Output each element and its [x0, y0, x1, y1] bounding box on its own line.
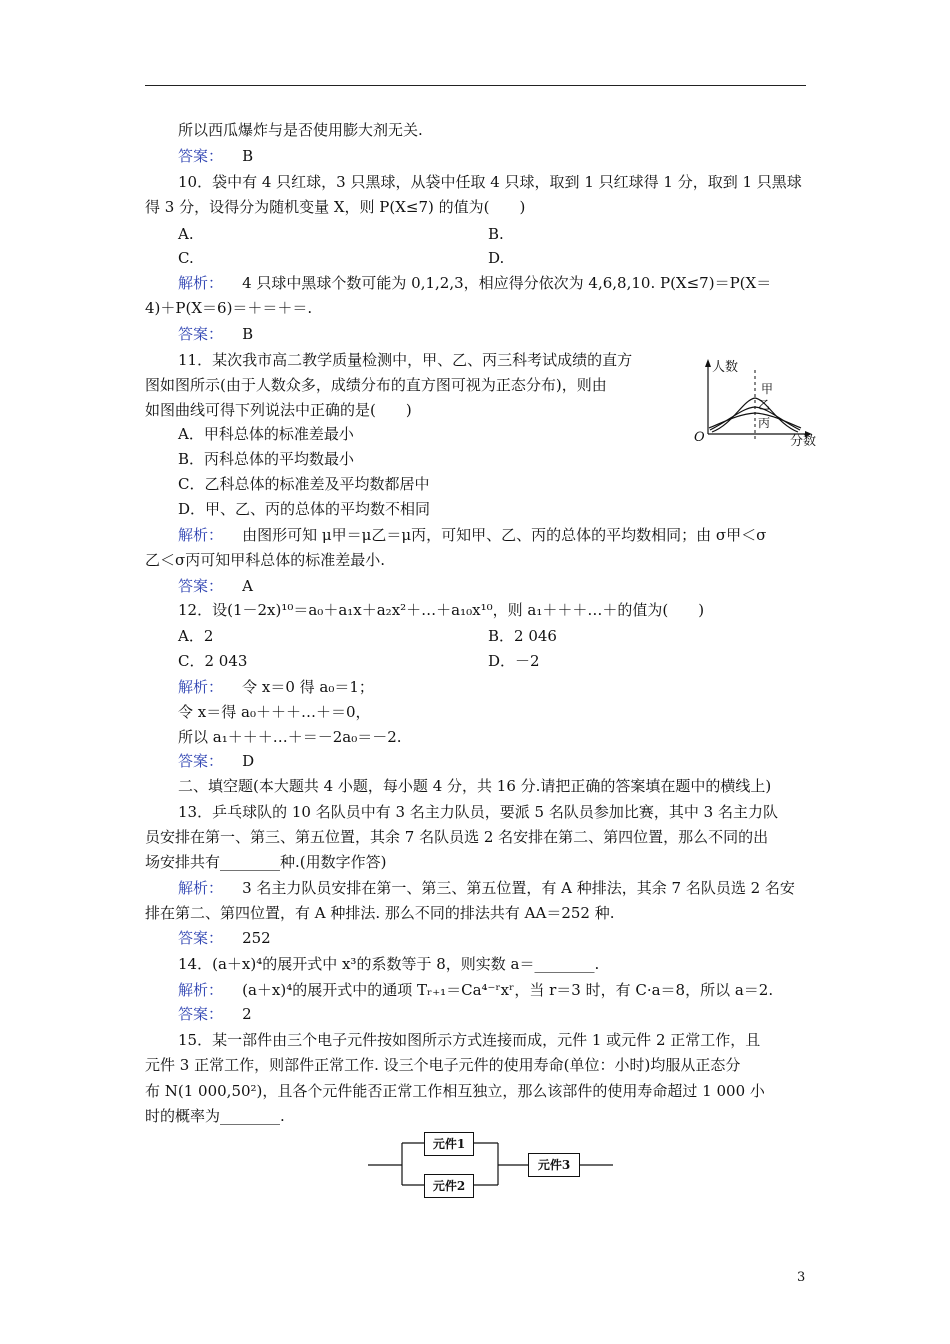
- answer-10: [178, 324, 253, 344]
- option-c: C．乙科总体的标准差及平均数都居中: [178, 475, 430, 493]
- option-a: A．2: [178, 627, 214, 645]
- explanation-13-line-1: [178, 878, 795, 898]
- explanation-label: 解析：: [178, 274, 224, 292]
- option-a: A.: [178, 225, 194, 243]
- explanation-11-line-2: 乙＜σ丙可知甲科总体的标准差最小.: [145, 551, 386, 569]
- answer-label: 答案：: [178, 929, 224, 947]
- explanation-text: 3 名主力队员安排在第一、第三、第五位置，有 A 种排法，其余 7 名队员选 2 名安: [242, 879, 795, 897]
- question-13-line-2: 员安排在第一、第三、第五位置，其余 7 名队员选 2 名安排在第二、第四位置，那么不同的出: [145, 828, 769, 846]
- answer-value: D: [242, 752, 255, 770]
- explanation-text: 4 只球中黑球个数可能为 0,1,2,3，相应得分依次为 4,6,8,10. P(X≤7)＝P(X＝: [242, 274, 772, 292]
- y-axis-arrow-icon: [705, 359, 711, 367]
- question-10-line-1: 10．袋中有 4 只红球，3 只黑球，从袋中任取 4 只球，取到 1 只红球得 1 分，取到 1 只黑球: [178, 173, 802, 191]
- question-11-line-2: 图如图所示(由于人数众多，成绩分布的直方图可视为正态分布)，则由: [145, 376, 607, 394]
- answer-13: [178, 928, 271, 948]
- explanation-12-line-2: 令 x＝得 a₀＋＋＋…＋＝0，: [178, 703, 371, 721]
- explanation-text: (a＋x)⁴的展开式中的通项 Tᵣ₊₁＝Ca⁴⁻ʳxʳ，当 r＝3 时，有 C·a＝8，所以 a＝2.: [242, 981, 774, 999]
- explanation-label: 解析：: [178, 526, 224, 544]
- answer-11: [178, 576, 253, 596]
- section-heading: 二、填空题(本大题共 4 小题，每小题 4 分，共 16 分.请把正确的答案填在题中的横线上): [178, 777, 772, 795]
- circuit-figure: [368, 1128, 618, 1196]
- option-c: C.: [178, 249, 194, 267]
- question-15-line-1: 15．某一部件由三个电子元件按如图所示方式连接而成，元件 1 或元件 2 正常工作，且: [178, 1031, 761, 1049]
- explanation-text: 由图形可知 μ甲＝μ乙＝μ丙，可知甲、乙、丙的总体的平均数相同；由 σ甲＜σ: [242, 526, 767, 544]
- explanation-14-line-1: [178, 980, 773, 1000]
- question-11-line-1: 11．某次我市高二教学质量检测中，甲、乙、丙三科考试成绩的直方: [178, 351, 633, 369]
- explanation-10-line-2: 4)＋P(X＝6)＝＋＝＋＝.: [145, 299, 313, 317]
- x-axis-label: 分数: [790, 434, 817, 449]
- explanation-label: 解析：: [178, 678, 224, 696]
- text-line: 所以西瓜爆炸与是否使用膨大剂无关.: [178, 121, 423, 139]
- option-d: D．－2: [488, 652, 540, 670]
- question-15-line-3: 布 N(1 000,50²)，且各个元件能否正常工作相互独立，那么该部件的使用寿命超过 1 000 小: [145, 1082, 765, 1100]
- answer-value: A: [242, 577, 253, 595]
- curve-bing-label: 丙: [758, 416, 771, 430]
- explanation-11-line-1: [178, 525, 766, 545]
- answer-label: 答案：: [178, 147, 224, 165]
- option-b: B．2 046: [488, 627, 557, 645]
- explanation-12-line-3: 所以 a₁＋＋＋…＋＝－2a₀＝－2.: [178, 728, 402, 746]
- answer-value: 252: [242, 929, 271, 947]
- question-10-line-2: 得 3 分，设得分为随机变量 X，则 P(X≤7) 的值为( ): [145, 198, 526, 216]
- component-2-box: 元件2: [424, 1174, 474, 1198]
- answer-label: 答案：: [178, 325, 224, 343]
- option-b: B．丙科总体的平均数最小: [178, 450, 355, 468]
- answer-label: 答案：: [178, 577, 224, 595]
- explanation-label: 解析：: [178, 981, 224, 999]
- answer-value: B: [242, 147, 254, 165]
- header-rule: [145, 85, 806, 86]
- component-1-box: 元件1: [424, 1132, 474, 1156]
- option-d: D．甲、乙、丙的总体的平均数不相同: [178, 500, 431, 518]
- explanation-10-line-1: [178, 273, 771, 293]
- answer-label: 答案：: [178, 752, 224, 770]
- curve-jia-label: 甲: [761, 382, 774, 396]
- question-11-line-3: 如图曲线可得下列说法中正确的是( ): [145, 401, 412, 419]
- curve-yi-label: 乙: [758, 398, 771, 412]
- question-12-line-1: 12．设(1－2x)¹⁰＝a₀＋a₁x＋a₂x²＋…＋a₁₀x¹⁰，则 a₁＋＋＋…＋的值为( ): [178, 601, 705, 619]
- question-15-line-4: 时的概率为________.: [145, 1107, 285, 1125]
- option-b: B.: [488, 225, 504, 243]
- answer-12: [178, 751, 254, 771]
- explanation-13-line-2: 排在第二、第四位置，有 A 种排法. 那么不同的排法共有 AA＝252 种.: [145, 904, 615, 922]
- option-c: C．2 043: [178, 652, 248, 670]
- question-14-line-1: 14．(a＋x)⁴的展开式中 x³的系数等于 8，则实数 a＝________.: [178, 955, 600, 973]
- answer-value: B: [242, 325, 254, 343]
- answer-14: [178, 1004, 252, 1024]
- origin-label: O: [694, 430, 705, 445]
- page-number: 3: [797, 1270, 806, 1285]
- option-d: D.: [488, 249, 505, 267]
- component-3-box: 元件3: [528, 1153, 580, 1177]
- question-13-line-1: 13．乒乓球队的 10 名队员中有 3 名主力队员，要派 5 名队员参加比赛，其中 3 名主力队: [178, 803, 778, 821]
- answer-value: 2: [242, 1005, 252, 1023]
- explanation-text: 令 x＝0 得 a₀＝1；: [242, 678, 374, 696]
- explanation-12-line-1: [178, 677, 374, 697]
- question-13-line-3: 场安排共有________种.(用数字作答): [145, 853, 387, 871]
- explanation-label: 解析：: [178, 879, 224, 897]
- y-axis-label: 人数: [712, 360, 739, 375]
- answer-9: [178, 146, 253, 166]
- answer-label: 答案：: [178, 1005, 224, 1023]
- option-a: A．甲科总体的标准差最小: [178, 425, 354, 443]
- question-15-line-2: 元件 3 正常工作，则部件正常工作. 设三个电子元件的使用寿命(单位：小时)均服从正态分: [145, 1056, 741, 1074]
